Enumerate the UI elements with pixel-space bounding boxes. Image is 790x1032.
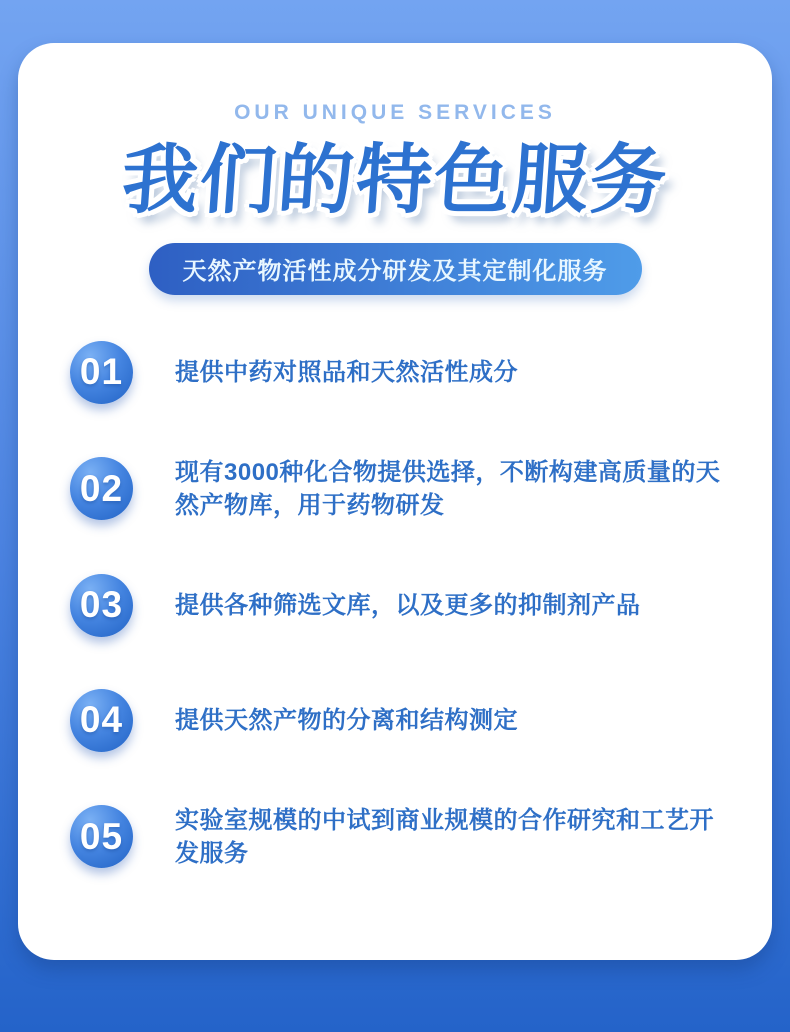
service-number: 04	[79, 699, 124, 741]
service-item-05	[70, 804, 772, 870]
service-text: 现有3000种化合物提供选择，不断构建高质量的天然产物库，用于药物研发	[175, 458, 721, 519]
service-number-badge	[70, 341, 133, 404]
service-item-04	[70, 689, 772, 752]
service-item-03	[70, 574, 772, 637]
service-number-badge	[70, 689, 133, 752]
services-card	[18, 43, 772, 960]
service-text: 提供各种筛选文库，以及更多的抑制剂产品	[175, 591, 641, 619]
service-text: 提供中药对照品和天然活性成分	[175, 358, 518, 386]
page-title: 我们的特色服务	[119, 138, 671, 223]
service-number-badge	[70, 457, 133, 520]
eyebrow-text: OUR UNIQUE SERVICES	[234, 101, 556, 124]
service-number: 02	[79, 467, 124, 509]
service-number: 03	[79, 584, 124, 626]
subtitle-banner	[149, 243, 642, 295]
service-text: 提供天然产物的分离和结构测定	[175, 706, 518, 734]
service-number-badge	[70, 574, 133, 637]
service-number: 05	[79, 815, 124, 857]
service-item-02	[70, 456, 772, 522]
service-text: 实验室规模的中试到商业规模的合作研究和工艺开发服务	[175, 806, 714, 867]
subtitle-banner-text: 天然产物活性成分研发及其定制化服务	[182, 258, 608, 286]
service-number: 01	[79, 351, 124, 393]
services-list	[18, 341, 772, 870]
service-item-01	[70, 341, 772, 404]
service-number-badge	[70, 805, 133, 868]
